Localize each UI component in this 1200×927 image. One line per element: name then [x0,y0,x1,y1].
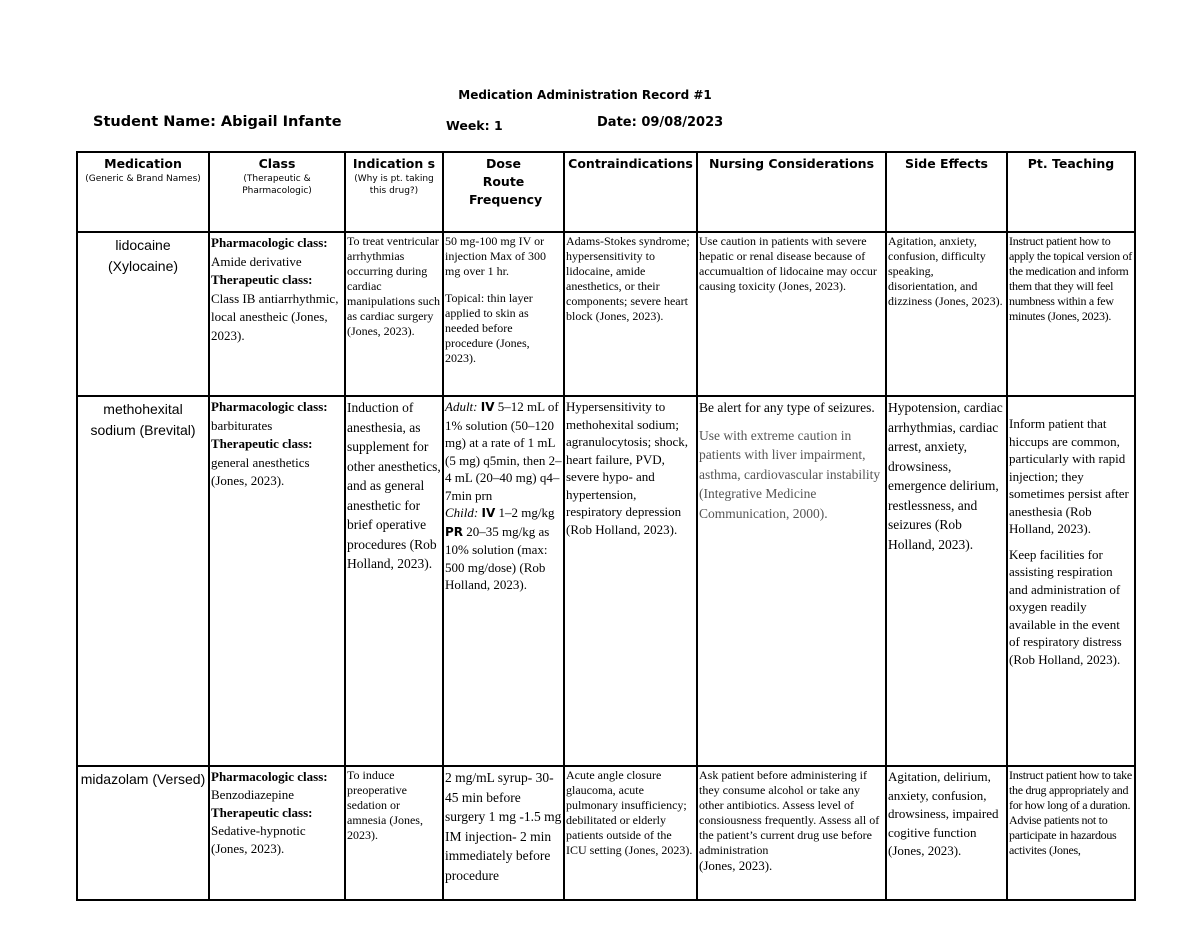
nursing-cell [697,766,886,900]
header-class-label: Class [258,156,296,171]
dose-text: 2 mg/mL syrup- 30-45 min before surgery 1 mg -1.5 mg IM injection- 2 min immediately before procedure [445,770,562,883]
dose-pr-label: PR [445,524,464,539]
nursing-cell [697,396,886,766]
dose-adult-text: 5–12 mL of 1% solution (50–120 mg) at a rate of 1 mL (5 mg) q5min, then 2–4 mL (20–40 mg) q4–7min prn [445,399,562,503]
header-side-effects [886,152,1007,232]
header-teaching [1007,152,1135,232]
medication-cell [77,232,209,396]
dose-cell [443,232,564,396]
date-label: Date: 09/08/2023 [597,115,724,130]
table-row [77,396,1135,766]
header-class-sub: (Therapeutic & Pharmacologic) [242,174,312,196]
header-nursing-label: Nursing Considerations [708,156,875,171]
pharm-class-label: Pharmacologic class: [211,235,328,250]
medication-name: midazolam (Versed) [80,771,206,787]
contraindications-cell [564,766,697,900]
side-effects-text: Hypotension, cardiac arrhythmias, cardiac arrest, anxiety, drowsiness, emergence delirium, restlessness, and seizures (Rob Holland, 2023). [888,400,1003,552]
week-label: Week: 1 [446,118,503,133]
medication-cell [77,766,209,900]
page-title: Medication Administration Record #1 [458,88,712,102]
header-indications-label: Indication s [352,156,436,171]
header-nursing [697,152,886,232]
side-effects-text: Agitation, delirium, anxiety, confusion, drowsiness, impaired cogitive function (Jones, 2023). [888,769,999,858]
ther-class-value: general anesthetics (Jones, 2023). [211,454,310,488]
nursing-text: Be alert for any type of seizures. [699,400,875,415]
indications-cell [345,396,443,766]
indications-text: To induce preoperative sedation or amnesia (Jones, 2023). [347,768,423,842]
side-effects-cell [886,766,1007,900]
dose-cell [443,396,564,766]
dose-topical-text: Topical: thin layer applied to skin as needed before procedure (Jones, 2023). [445,291,533,365]
header-dose [443,152,564,232]
class-cell [209,766,345,900]
dose-text: 50 mg-100 mg IV or injection Max of 300 mg over 1 hr. [445,234,546,278]
teaching-text: Inform patient that hiccups are common, particularly with rapid injection; they sometimes persist after anesthesia (Rob Holland, 2023). [1009,416,1129,536]
header-side-effects-label: Side Effects [904,156,989,171]
header-indications-sub: (Why is pt. taking this drug?) [354,174,434,196]
header-class [209,152,345,232]
header-row [77,152,1135,232]
table-row [77,766,1135,900]
indications-cell [345,766,443,900]
ther-class-value: Sedative-hypnotic (Jones, 2023). [211,823,306,856]
teaching-cell [1007,396,1135,766]
indications-cell [345,232,443,396]
ther-class-label: Therapeutic class: [211,805,313,820]
side-effects-text: Agitation, anxiety, confusion, difficulty speaking, disorientation, and dizziness (Jones, 2023). [888,234,1003,308]
pharm-class-value: barbiturates [211,417,273,433]
dose-child-text-2: 20–35 mg/kg as 10% solution (max: 500 mg/dose) (Rob Holland, 2023). [445,523,550,592]
nursing-cite: (Jones, 2023). [699,858,773,873]
teaching-text: Instruct patient how to apply the topical version of the medication and inform them that they will feel numbness within a few minutes (Jones, 2023). [1009,234,1132,323]
nursing-text-2: Use with extreme caution in patients with liver impairment, asthma, cardiovascular instability (Integrative Medicine Communication, 2000). [699,427,881,521]
class-cell [209,396,345,766]
nursing-cell [697,232,886,396]
student-name: Student Name: Abigail Infante [93,114,342,130]
side-effects-cell [886,396,1007,766]
dose-child-text: 1–2 mg/kg [495,505,555,520]
contraindications-cell [564,232,697,396]
header-medication [77,152,209,232]
header-contraindications-label: Contraindications [568,156,693,171]
header-dose-label: Dose Route Frequency [469,156,543,207]
indications-text: Induction of anesthesia, as supplement for other anesthetics, and as general anesthetic for brief operative procedures (Rob Holland, 2023). [347,400,441,571]
pharm-class-label: Pharmacologic class: [211,769,328,784]
ther-class-value: Class IB antiarrhythmic, local anestheic (Jones, 2023). [211,290,339,343]
teaching-cell [1007,766,1135,900]
pharm-class-value: Benzodiazepine [211,787,295,802]
medication-table [76,151,1136,901]
contraindications-text: Adams-Stokes syndrome; hypersensitivity to lidocaine, amide anesthetics, or their components; severe heart block (Jones, 2023). [566,234,690,323]
class-cell [209,232,345,396]
teaching-text-2: Keep facilities for assisting respiration and administration of oxygen readily available in the event of respiratory distress (Rob Holland, 2023). [1009,546,1122,667]
nursing-text: Use caution in patients with severe hepatic or renal disease because of accumualtion of lidocaine may occur causing toxicity (Jones, 2023). [699,234,877,293]
dose-adult-label: Adult: [445,399,478,414]
dose-iv-label: IV [480,400,495,414]
indications-text: To treat ventricular arrhythmias occurring during cardiac manipulations such as cardiac surgery (Jones, 2023). [347,234,440,338]
teaching-cell [1007,232,1135,396]
contraindications-text: Hypersensitivity to methohexital sodium; agranulocytosis; shock, heart failure, PVD, severe hypo- and hypertension, respiratory depression (Rob Holland, 2023). [566,399,689,537]
side-effects-cell [886,232,1007,396]
contraindications-cell [564,396,697,766]
dose-cell [443,766,564,900]
medication-name: methohexital sodium (Brevital) [90,401,196,438]
contraindications-text: Acute angle closure glaucoma, acute pulmonary insufficiency; debilitated or elderly patients outside of the ICU setting (Jones, 2023). [566,768,693,857]
medication-name: lidocaine (Xylocaine) [107,237,179,274]
header-teaching-label: Pt. Teaching [1027,156,1115,171]
dose-iv2-label: IV [481,506,496,520]
ther-class-label: Therapeutic class: [211,272,313,287]
teaching-text: Instruct patient how to take the drug appropriately and for how long of a duration. Advise patients not to participate in hazardous activites (Jones, [1009,768,1132,857]
header-medication-sub: (Generic & Brand Names) [85,174,201,184]
table-row [77,232,1135,396]
header-medication-label: Medication [104,156,182,171]
header-contraindications [564,152,697,232]
pharm-class-value: Amide derivative [211,253,302,269]
ther-class-label: Therapeutic class: [211,436,313,451]
dose-child-label: Child: [445,505,479,520]
header-indications [345,152,443,232]
medication-cell [77,396,209,766]
nursing-text: Ask patient before administering if they consume alcohol or take any other antibiotics. Assess level of consiousness frequently. Assess all of the patient’s current drug use before administration [699,768,880,857]
pharm-class-label: Pharmacologic class: [211,399,328,414]
